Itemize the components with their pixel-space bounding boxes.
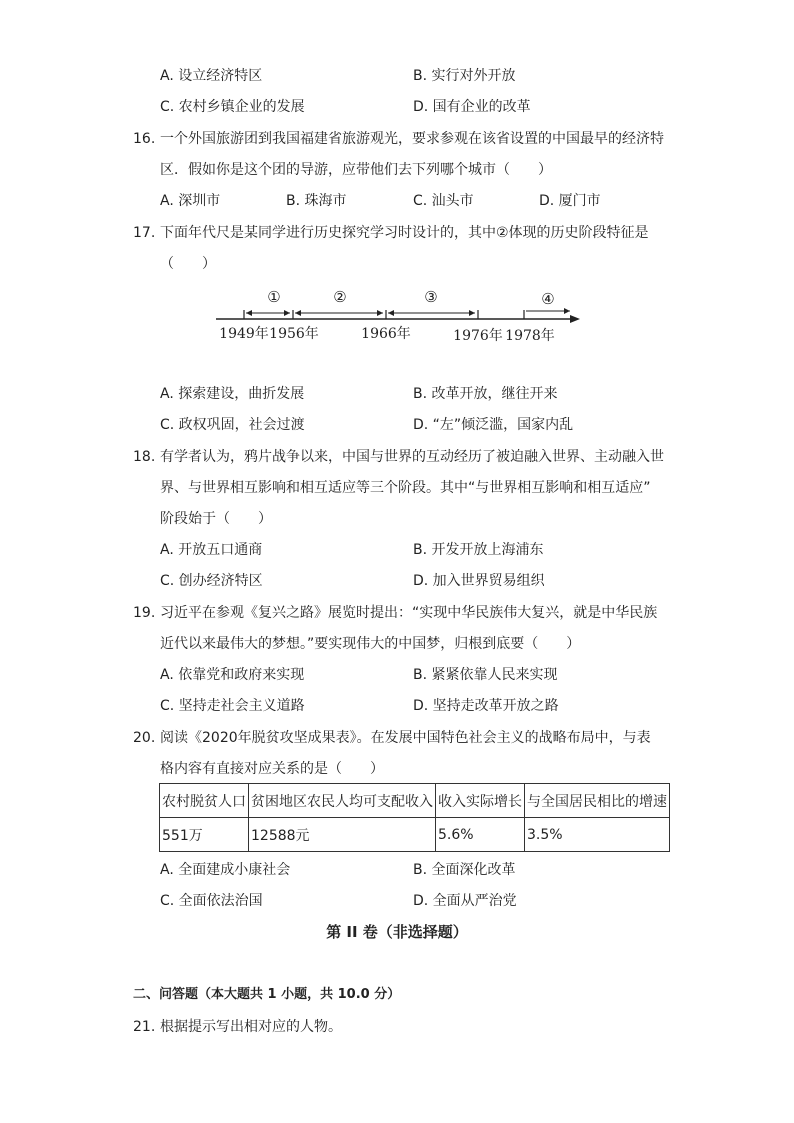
question-number: 17. — [133, 225, 156, 241]
table-header-row — [160, 784, 670, 818]
q17-option-b[interactable]: B. 改革开放，继往开来 — [413, 386, 558, 402]
q15-option-b[interactable]: B. 实行对外开放 — [413, 68, 516, 84]
q17-stem-line1: 下面年代尺是某同学进行历史探究学习时设计的，其中②体现的历史阶段特征是 — [160, 225, 649, 241]
year-label-1949: 1949年 — [219, 326, 269, 342]
q20-stem-line1: 阅读《2020年脱贫攻坚成果表》。在发展中国特色社会主义的战略布局中，与表 — [160, 730, 651, 746]
q19-option-b[interactable]: B. 紧紧依靠人民来实现 — [413, 667, 558, 683]
year-label-1978: 1978年 — [505, 328, 555, 344]
year-label-1976: 1976年 — [453, 328, 503, 344]
poverty-results-table — [159, 783, 670, 852]
q16-option-b[interactable]: B. 珠海市 — [286, 193, 347, 209]
timeline-figure — [210, 280, 590, 355]
q20-option-c[interactable]: C. 全面依法治国 — [160, 893, 263, 909]
q16-stem-line2: 区．假如你是这个团的导游，应带他们去下列哪个城市（ ） — [160, 162, 552, 178]
volume-title: 第 II 卷（非选择题） — [326, 923, 468, 941]
q15-option-d[interactable]: D. 国有企业的改革 — [413, 99, 531, 115]
q20-option-a[interactable]: A. 全面建成小康社会 — [160, 862, 291, 878]
q17-option-c[interactable]: C. 政权巩固，社会过渡 — [160, 417, 305, 433]
q20-option-d[interactable]: D. 全面从严治党 — [413, 893, 517, 909]
q18-stem-line1: 有学者认为，鸦片战争以来，中国与世界的互动经历了被迫融入世界、主动融入世 — [160, 449, 664, 465]
segment-1-label: ① — [267, 288, 281, 306]
q18-stem-line3: 阶段始于（ ） — [160, 511, 272, 527]
year-label-1966: 1966年 — [361, 326, 411, 342]
question-number: 18. — [133, 449, 156, 465]
q20-option-b[interactable]: B. 全面深化改革 — [413, 862, 516, 878]
question-number: 21. — [133, 1019, 156, 1035]
table-row — [160, 818, 670, 852]
table-header-cell: 农村脱贫人口 — [160, 784, 249, 818]
segment-2-label: ② — [333, 288, 347, 306]
q18-option-b[interactable]: B. 开发开放上海浦东 — [413, 542, 544, 558]
segment-4-label: ④ — [541, 290, 555, 308]
q17-option-d[interactable]: D. “左”倾泛滥，国家内乱 — [413, 417, 574, 433]
timeline-arrowhead — [570, 315, 580, 323]
table-header-cell: 贫困地区农民人均可支配收入 — [249, 784, 436, 818]
segment-3-label: ③ — [424, 288, 438, 306]
q19-stem-line1: 习近平在参观《复兴之路》展览时提出：“实现中华民族伟大复兴，就是中华民族 — [160, 605, 658, 621]
question-number: 16. — [133, 131, 156, 147]
q18-option-a[interactable]: A. 开放五口通商 — [160, 542, 263, 558]
q17-option-a[interactable]: A. 探索建设，曲折发展 — [160, 386, 305, 402]
table-cell: 3.5% — [525, 818, 670, 852]
table-header-cell: 与全国居民相比的增速 — [525, 784, 670, 818]
year-label-1956: 1956年 — [269, 326, 319, 342]
q20-stem-line2: 格内容有直接对应关系的是（ ） — [160, 761, 384, 777]
section-heading: 二、问答题（本大题共 1 小题，共 10.0 分） — [133, 987, 401, 1002]
q19-option-c[interactable]: C. 坚持走社会主义道路 — [160, 698, 305, 714]
q15-option-c[interactable]: C. 农村乡镇企业的发展 — [160, 99, 305, 115]
table-header-cell: 收入实际增长 — [436, 784, 525, 818]
q18-option-c[interactable]: C. 创办经济特区 — [160, 573, 263, 589]
q19-option-a[interactable]: A. 依靠党和政府来实现 — [160, 667, 305, 683]
q16-stem-line1: 一个外国旅游团到我国福建省旅游观光，要求参观在该省设置的中国最早的经济特 — [160, 131, 664, 147]
q16-option-d[interactable]: D. 厦门市 — [539, 193, 601, 209]
q19-stem-line2: 近代以来最伟大的梦想。”要实现伟大的中国梦，归根到底要（ ） — [160, 636, 581, 652]
question-number: 20. — [133, 730, 156, 746]
table-cell: 5.6% — [436, 818, 525, 852]
q16-option-a[interactable]: A. 深圳市 — [160, 193, 221, 209]
table-cell: 12588元 — [249, 818, 436, 852]
q17-stem-line2: （ ） — [160, 256, 216, 272]
q18-option-d[interactable]: D. 加入世界贸易组织 — [413, 573, 545, 589]
q19-option-d[interactable]: D. 坚持走改革开放之路 — [413, 698, 559, 714]
table-cell: 551万 — [160, 818, 249, 852]
question-number: 19. — [133, 605, 156, 621]
q16-option-c[interactable]: C. 汕头市 — [413, 193, 474, 209]
q21-stem: 根据提示写出相对应的人物。 — [160, 1019, 342, 1035]
q18-stem-line2: 界、与世界相互影响和相互适应等三个阶段。其中“与世界相互影响和相互适应” — [160, 480, 651, 496]
q15-option-a[interactable]: A. 设立经济特区 — [160, 68, 263, 84]
